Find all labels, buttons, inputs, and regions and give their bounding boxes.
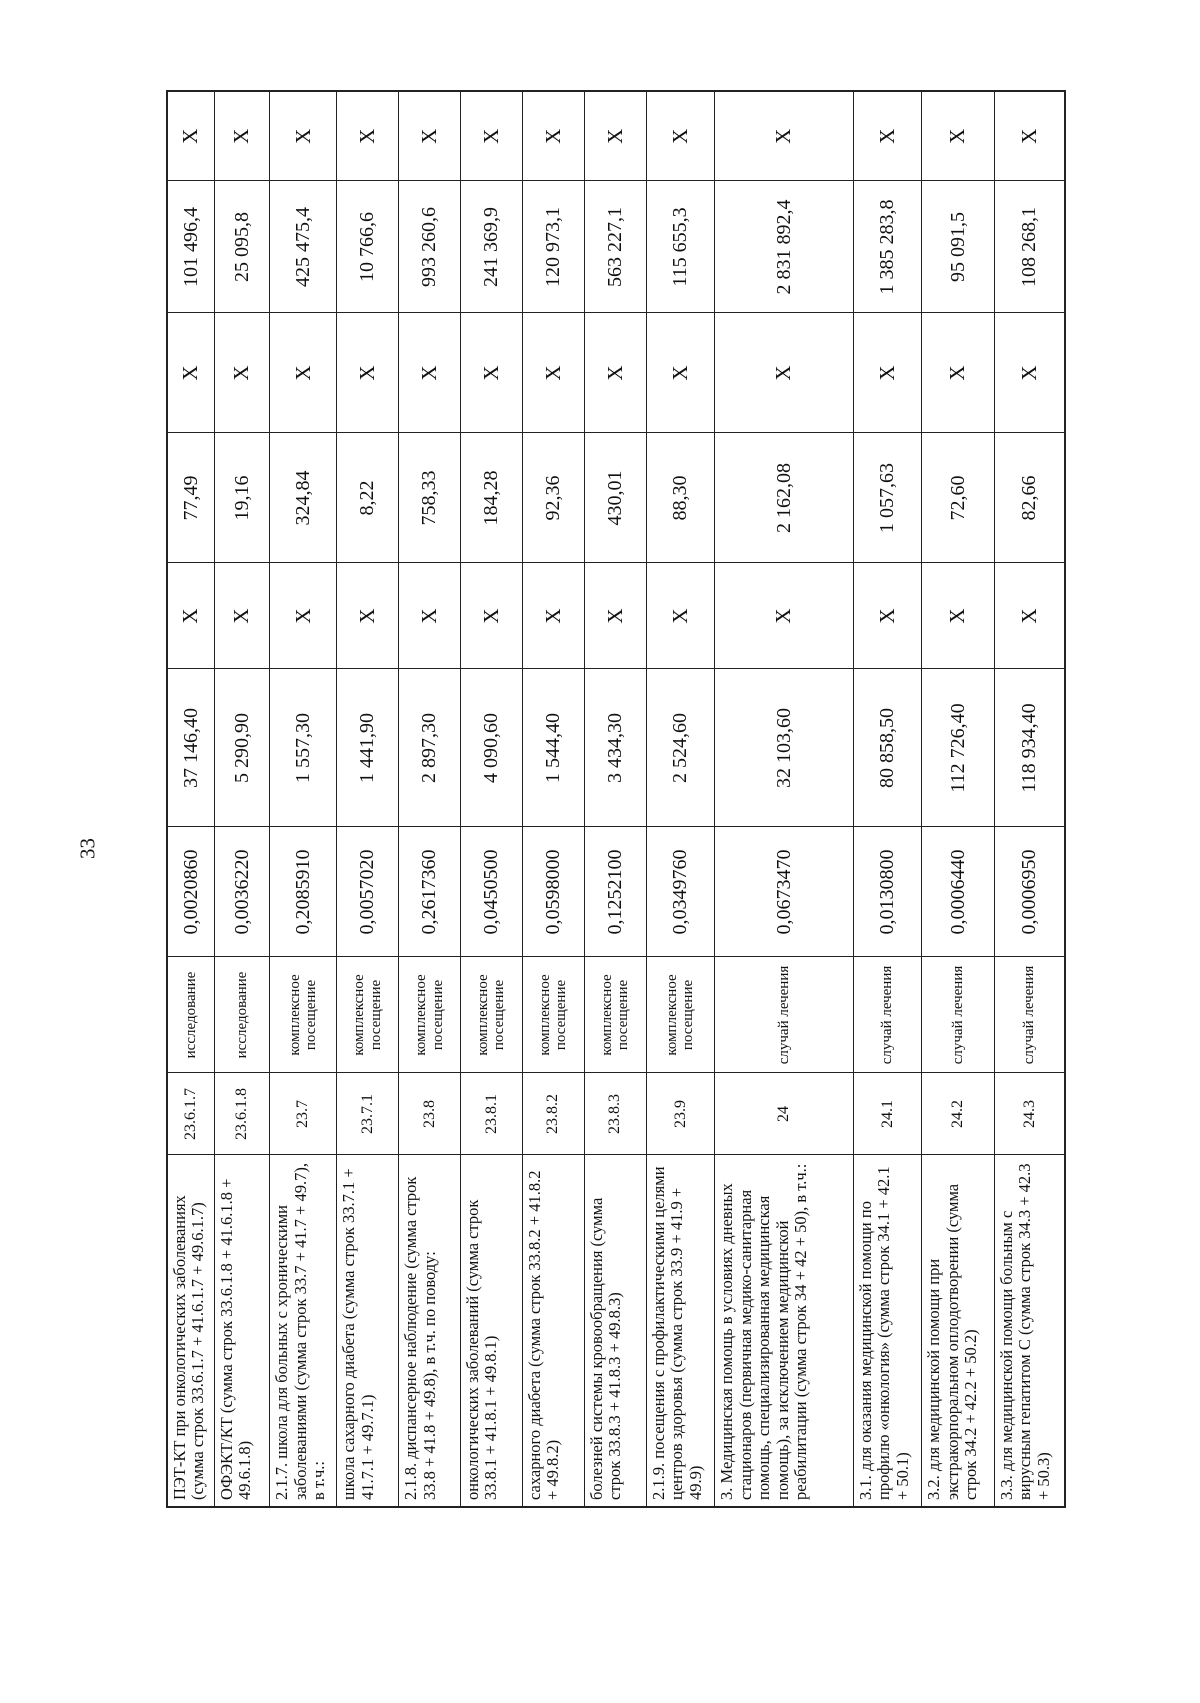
row-name-cell: 2.1.7. школа для больных с хроническими заболеваниями (сумма строк 33.7 + 41.7 + 49.7), в т.ч.:	[270, 1155, 337, 1507]
total-value-cell: 95 091,5	[922, 181, 995, 313]
unit-cell: комплексное посещение	[646, 957, 714, 1073]
empty-mark-cell: Х	[167, 563, 214, 669]
unit-cell: комплексное посещение	[337, 957, 399, 1073]
per-capita-value-cell: 430,01	[584, 433, 646, 563]
cost-value-cell: 3 434,30	[584, 669, 646, 827]
empty-mark-cell: Х	[214, 563, 270, 669]
row-code-cell: 23.8	[399, 1073, 461, 1155]
table-row	[715, 91, 854, 1507]
empty-mark-cell: Х	[584, 91, 646, 181]
empty-mark-cell: Х	[646, 91, 714, 181]
total-value-cell: 241 369,9	[461, 181, 523, 313]
empty-mark-cell: Х	[715, 91, 854, 181]
total-value-cell: 101 496,4	[167, 181, 214, 313]
total-value-cell: 425 475,4	[270, 181, 337, 313]
empty-mark-cell: Х	[922, 563, 995, 669]
table-row	[522, 91, 584, 1507]
empty-mark-cell: Х	[922, 91, 995, 181]
cost-value-cell: 37 146,40	[167, 669, 214, 827]
table-row	[853, 91, 921, 1507]
empty-mark-cell: Х	[853, 91, 921, 181]
table-wrapper	[166, 92, 1066, 1508]
row-name-cell: 3.3. для медицинской помощи больным с вирусным гепатитом С (сумма строк 34.3 + 42.3 + 50.3)	[994, 1155, 1065, 1507]
empty-mark-cell: Х	[270, 313, 337, 433]
per-capita-value-cell: 758,33	[399, 433, 461, 563]
empty-mark-cell: Х	[922, 313, 995, 433]
norm-value-cell: 0,0349760	[646, 827, 714, 957]
total-value-cell: 25 095,8	[214, 181, 270, 313]
empty-mark-cell: Х	[399, 563, 461, 669]
table-row	[399, 91, 461, 1507]
row-name-cell: 3.1. для оказания медицинской помощи по профилю «онкология» (сумма строк 34.1 + 42.1 + 50.1)	[853, 1155, 921, 1507]
row-name-cell: ПЭТ-КТ при онкологических заболеваниях (сумма строк 33.6.1.7 + 41.6.1.7 + 49.6.1.7)	[167, 1155, 214, 1507]
data-table	[166, 90, 1066, 1508]
unit-cell: случай лечения	[715, 957, 854, 1073]
unit-cell: комплексное посещение	[270, 957, 337, 1073]
unit-cell: случай лечения	[922, 957, 995, 1073]
empty-mark-cell: Х	[522, 313, 584, 433]
cost-value-cell: 118 934,40	[994, 669, 1065, 827]
row-name-cell: 3. Медицинская помощь в условиях дневных стационаров (первичная медико-санитарная помощь, специализированная медицинская помощь), за исключением медицинской реабилитации (сумма строк 34 + 42 + 50), в т.ч.:	[715, 1155, 854, 1507]
row-code-cell: 23.7	[270, 1073, 337, 1155]
per-capita-value-cell: 1 057,63	[853, 433, 921, 563]
empty-mark-cell: Х	[715, 313, 854, 433]
row-name-cell: 3.2. для медицинской помощи при экстракорпоральном оплодотворении (сумма строк 34.2 + 42.2 + 50.2)	[922, 1155, 995, 1507]
unit-cell: комплексное посещение	[522, 957, 584, 1073]
row-code-cell: 23.8.3	[584, 1073, 646, 1155]
empty-mark-cell: Х	[167, 313, 214, 433]
total-value-cell: 2 831 892,4	[715, 181, 854, 313]
empty-mark-cell: Х	[994, 313, 1065, 433]
cost-value-cell: 2 524,60	[646, 669, 714, 827]
empty-mark-cell: Х	[214, 91, 270, 181]
empty-mark-cell: Х	[522, 563, 584, 669]
empty-mark-cell: Х	[461, 563, 523, 669]
row-name-cell: 2.1.9. посещения с профилактическими целями центров здоровья (сумма строк 33.9 + 41.9 + 49.9)	[646, 1155, 714, 1507]
table-row	[584, 91, 646, 1507]
row-code-cell: 24	[715, 1073, 854, 1155]
unit-cell: случай лечения	[853, 957, 921, 1073]
empty-mark-cell: Х	[337, 91, 399, 181]
row-name-cell: ОФЭКТ/КТ (сумма строк 33.6.1.8 + 41.6.1.8 + 49.6.1.8)	[214, 1155, 270, 1507]
total-value-cell: 993 260,6	[399, 181, 461, 313]
norm-value-cell: 0,0673470	[715, 827, 854, 957]
per-capita-value-cell: 92,36	[522, 433, 584, 563]
row-code-cell: 23.7.1	[337, 1073, 399, 1155]
norm-value-cell: 0,2617360	[399, 827, 461, 957]
per-capita-value-cell: 77,49	[167, 433, 214, 563]
norm-value-cell: 0,0057020	[337, 827, 399, 957]
norm-value-cell: 0,1252100	[584, 827, 646, 957]
norm-value-cell: 0,2085910	[270, 827, 337, 957]
empty-mark-cell: Х	[461, 313, 523, 433]
empty-mark-cell: Х	[214, 313, 270, 433]
empty-mark-cell: Х	[337, 563, 399, 669]
per-capita-value-cell: 184,28	[461, 433, 523, 563]
row-name-cell: сахарного диабета (сумма строк 33.8.2 + 41.8.2 + 49.8.2)	[522, 1155, 584, 1507]
norm-value-cell: 0,0036220	[214, 827, 270, 957]
row-code-cell: 23.8.2	[522, 1073, 584, 1155]
table-row	[922, 91, 995, 1507]
per-capita-value-cell: 2 162,08	[715, 433, 854, 563]
empty-mark-cell: Х	[584, 563, 646, 669]
page-number: 33	[75, 838, 100, 859]
empty-mark-cell: Х	[461, 91, 523, 181]
cost-value-cell: 1 544,40	[522, 669, 584, 827]
per-capita-value-cell: 82,66	[994, 433, 1065, 563]
cost-value-cell: 80 858,50	[853, 669, 921, 827]
empty-mark-cell: Х	[646, 313, 714, 433]
table-row	[337, 91, 399, 1507]
per-capita-value-cell: 72,60	[922, 433, 995, 563]
total-value-cell: 120 973,1	[522, 181, 584, 313]
per-capita-value-cell: 8,22	[337, 433, 399, 563]
empty-mark-cell: Х	[853, 313, 921, 433]
table-row	[994, 91, 1065, 1507]
table-row	[214, 91, 270, 1507]
unit-cell: исследование	[214, 957, 270, 1073]
row-code-cell: 23.8.1	[461, 1073, 523, 1155]
table-row	[646, 91, 714, 1507]
cost-value-cell: 1 441,90	[337, 669, 399, 827]
row-name-cell: болезней системы кровообращения (сумма строк 33.8.3 + 41.8.3 + 49.8.3)	[584, 1155, 646, 1507]
empty-mark-cell: Х	[337, 313, 399, 433]
norm-value-cell: 0,0130800	[853, 827, 921, 957]
empty-mark-cell: Х	[399, 313, 461, 433]
empty-mark-cell: Х	[994, 563, 1065, 669]
per-capita-value-cell: 88,30	[646, 433, 714, 563]
table-row	[270, 91, 337, 1507]
row-code-cell: 23.6.1.8	[214, 1073, 270, 1155]
row-code-cell: 24.1	[853, 1073, 921, 1155]
total-value-cell: 563 227,1	[584, 181, 646, 313]
row-name-cell: онкологических заболеваний (сумма строк 33.8.1 + 41.8.1 + 49.8.1)	[461, 1155, 523, 1507]
row-code-cell: 23.6.1.7	[167, 1073, 214, 1155]
table-row	[461, 91, 523, 1507]
row-code-cell: 23.9	[646, 1073, 714, 1155]
row-code-cell: 24.3	[994, 1073, 1065, 1155]
total-value-cell: 10 766,6	[337, 181, 399, 313]
cost-value-cell: 32 103,60	[715, 669, 854, 827]
empty-mark-cell: Х	[399, 91, 461, 181]
norm-value-cell: 0,0020860	[167, 827, 214, 957]
empty-mark-cell: Х	[994, 91, 1065, 181]
row-name-cell: школа сахарного диабета (сумма строк 33.7.1 + 41.7.1 + 49.7.1)	[337, 1155, 399, 1507]
norm-value-cell: 0,0006950	[994, 827, 1065, 957]
unit-cell: комплексное посещение	[461, 957, 523, 1073]
empty-mark-cell: Х	[522, 91, 584, 181]
unit-cell: комплексное посещение	[399, 957, 461, 1073]
cost-value-cell: 4 090,60	[461, 669, 523, 827]
norm-value-cell: 0,0450500	[461, 827, 523, 957]
cost-value-cell: 112 726,40	[922, 669, 995, 827]
empty-mark-cell: Х	[853, 563, 921, 669]
unit-cell: комплексное посещение	[584, 957, 646, 1073]
unit-cell: исследование	[167, 957, 214, 1073]
norm-value-cell: 0,0598000	[522, 827, 584, 957]
cost-value-cell: 2 897,30	[399, 669, 461, 827]
per-capita-value-cell: 19,16	[214, 433, 270, 563]
unit-cell: случай лечения	[994, 957, 1065, 1073]
table-row	[167, 91, 214, 1507]
empty-mark-cell: Х	[270, 91, 337, 181]
total-value-cell: 115 655,3	[646, 181, 714, 313]
empty-mark-cell: Х	[584, 313, 646, 433]
total-value-cell: 108 268,1	[994, 181, 1065, 313]
empty-mark-cell: Х	[270, 563, 337, 669]
empty-mark-cell: Х	[646, 563, 714, 669]
row-code-cell: 24.2	[922, 1073, 995, 1155]
total-value-cell: 1 385 283,8	[853, 181, 921, 313]
cost-value-cell: 5 290,90	[214, 669, 270, 827]
norm-value-cell: 0,0006440	[922, 827, 995, 957]
per-capita-value-cell: 324,84	[270, 433, 337, 563]
cost-value-cell: 1 557,30	[270, 669, 337, 827]
empty-mark-cell: Х	[715, 563, 854, 669]
empty-mark-cell: Х	[167, 91, 214, 181]
row-name-cell: 2.1.8. диспансерное наблюдение (сумма строк 33.8 + 41.8 + 49.8), в т.ч. по поводу:	[399, 1155, 461, 1507]
